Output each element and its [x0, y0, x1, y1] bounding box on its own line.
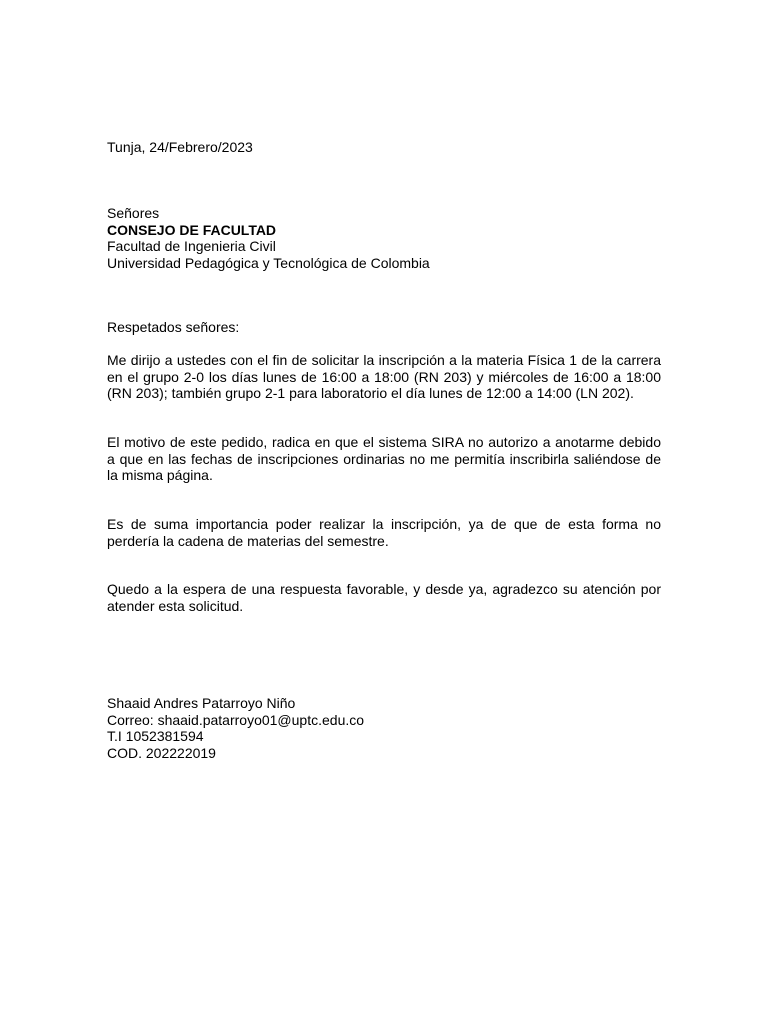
body-paragraph-reason: El motivo de este pedido, radica en que el sistema SIRA no autorizo a anotarme debido a que en las fechas de inscripciones ordinarias no me permitía inscribirla saliéndose de la misma página.: [107, 434, 661, 483]
recipient-salutation: Señores: [107, 205, 160, 221]
signature-id: T.I 1052381594: [107, 728, 204, 744]
body-paragraph-closing: Quedo a la espera de una respuesta favorable, y desde ya, agradezco su atención por atender esta solicitud.: [107, 581, 661, 614]
signature-block: [107, 695, 661, 761]
recipient-faculty: Facultad de Ingenieria Civil: [107, 238, 276, 254]
recipient-block: [107, 205, 661, 271]
recipient-university: Universidad Pedagógica y Tecnológica de Colombia: [107, 254, 430, 271]
signature-name: Shaaid Andres Patarroyo Niño: [107, 695, 296, 711]
greeting-text: Respetados señores:: [107, 319, 240, 335]
signature-email: Correo: shaaid.patarroyo01@uptc.edu.co: [107, 711, 365, 728]
letter-greeting: [107, 319, 661, 336]
recipient-council: CONSEJO DE FACULTAD: [107, 221, 277, 238]
signature-code: COD. 202222019: [107, 744, 216, 761]
date-text: Tunja, 24/Febrero/2023: [107, 139, 253, 155]
body-paragraph-request: Me dirijo a ustedes con el fin de solicitar la inscripción a la materia Física 1 de la carrera en el grupo 2-0 los días lunes de 16:00 a 18:00 (RN 203) y miércoles de 16:00 a 18:00 (RN 203); también grupo 2-1 para laboratorio el día lunes de 12:00 a 14:00 (LN 202).: [107, 352, 661, 401]
letter-date: [107, 139, 661, 156]
body-paragraph-importance: Es de suma importancia poder realizar la inscripción, ya de que de esta forma no perdería la cadena de materias del semestre.: [107, 516, 661, 549]
